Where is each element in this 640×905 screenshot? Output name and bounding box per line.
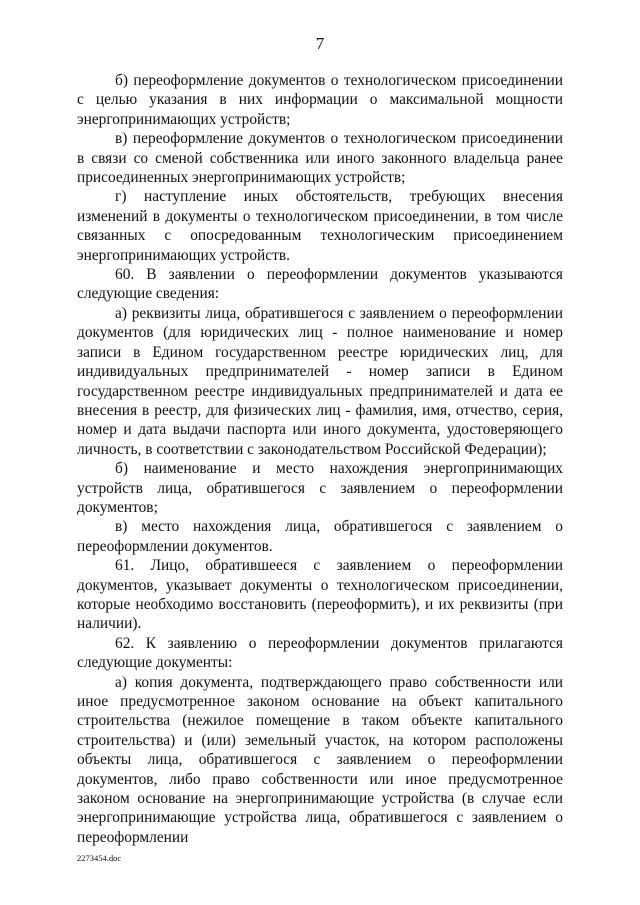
- paragraph-item-g: г) наступление иных обстоятельств, требующих внесения изменений в документы о технологическом присоединении, в том числе связанных с опосредованным технологическим присоединением энергопринимающих устройств.: [77, 188, 563, 264]
- paragraph-clause-61: 61. Лицо, обратившееся с заявлением о переоформлении документов, указывает документы о технологическом присоединении, которые необходимо восстановить (переоформить), и их реквизиты (при наличии).: [77, 557, 563, 633]
- paragraph-item-b: б) переоформление документов о технологическом присоединении с целью указания в них информации о максимальной мощности энергопринимающих устройств;: [77, 72, 563, 128]
- footer-filename: 2273454.doc: [77, 853, 122, 863]
- paragraph-clause-60-a: а) реквизиты лица, обратившегося с заявлением о переоформлении документов (для юридических лиц - полное наименование и номер записи в Едином государственном реестре юридических лиц, для индивидуальных предпринимателей - номер записи в Едином государственном реестре индивидуальных предпринимателей и дата ее внесения в реестр, для физических лиц - фамилия, имя, отчество, серия, номер и дата выдачи паспорта или иного документа, удостоверяющего личность, в соответствии с законодательством Российской Федерации);: [77, 304, 563, 458]
- paragraph-clause-60-b: б) наименование и место нахождения энергопринимающих устройств лица, обратившегося с заявлением о переоформлении документов;: [77, 460, 563, 516]
- paragraph-item-v: в) переоформление документов о технологическом присоединении в связи со сменой собственника или иного законного владельца ранее присоединенных энергопринимающих устройств;: [77, 130, 563, 187]
- paragraph-clause-62-a: а) копия документа, подтверждающего право собственности или иное предусмотренное законом основание на объект капитального строительства (нежилое помещение в таком объекте капитального строительства) и (или) земельный участок, на котором расположены объекты лица, обратившегося с заявлением о переоформлении документов, либо право собственности или иное предусмотренное законом основание на энергопринимающие устройства (в случае если энергопринимающие устройства лица, обратившегося с заявлением о переоформлении: [77, 673, 563, 846]
- paragraph-clause-60-v: в) место нахождения лица, обратившегося с заявлением о переоформлении документов.: [77, 518, 563, 555]
- paragraph-clause-60: 60. В заявлении о переоформлении документов указываются следующие сведения:: [77, 266, 563, 303]
- document-body: [77, 71, 563, 847]
- paragraph-clause-62: 62. К заявлению о переоформлении документов прилагаются следующие документы:: [77, 634, 563, 672]
- page-number: 7: [315, 34, 325, 53]
